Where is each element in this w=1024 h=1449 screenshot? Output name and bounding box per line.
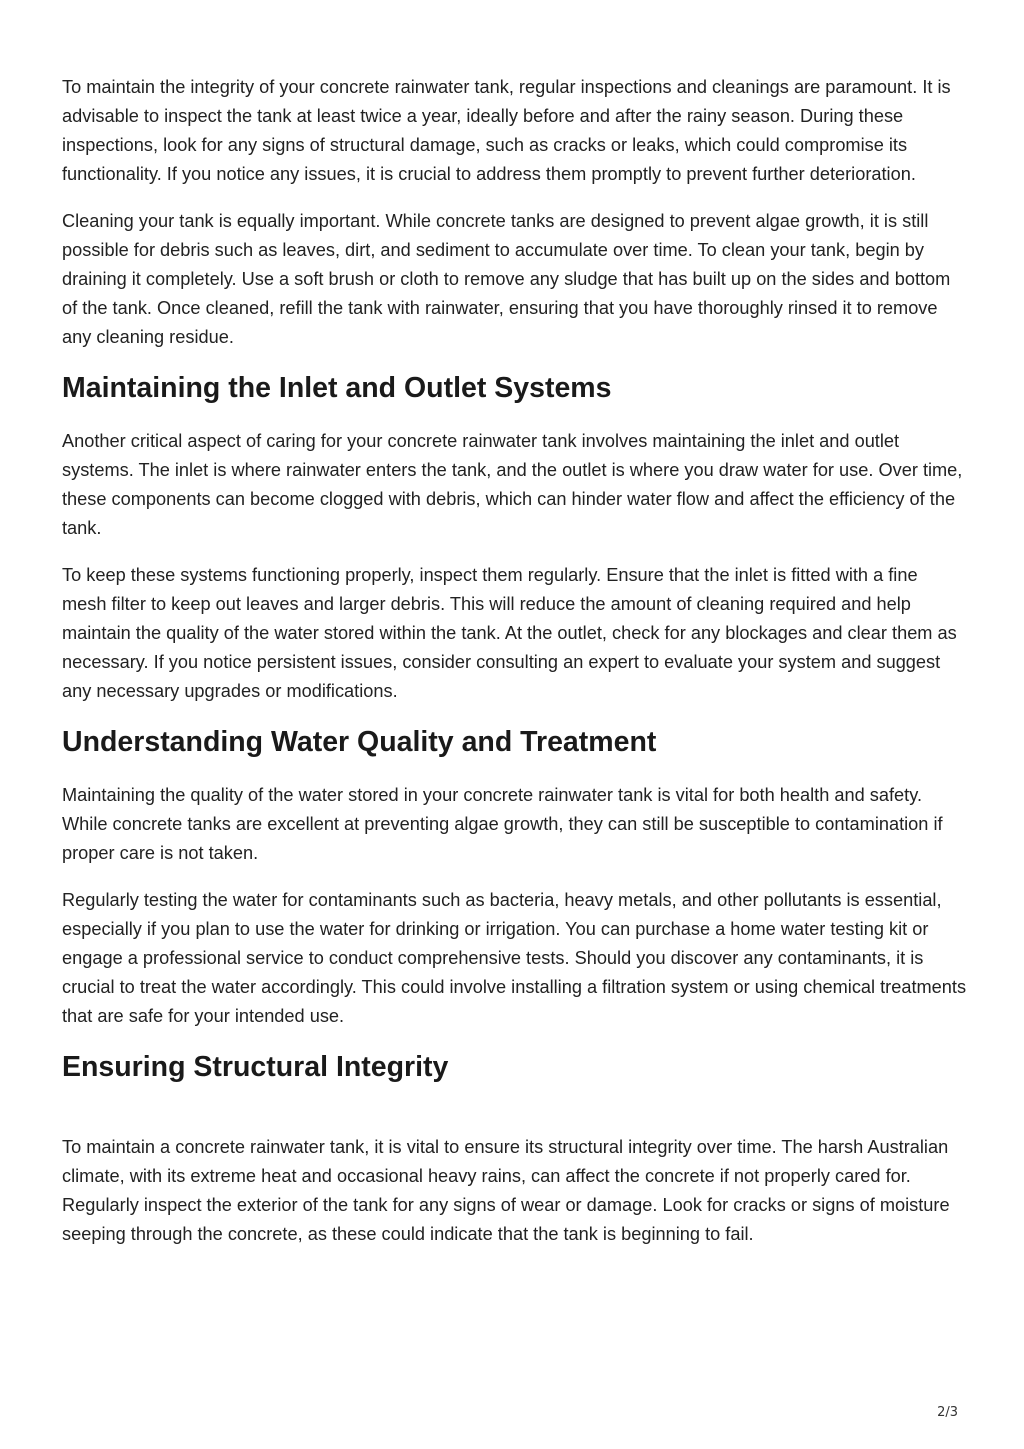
paragraph: Maintaining the quality of the water stored in your concrete rainwater tank is vital for both health and safety. While concrete tanks are excellent at preventing algae growth, they can still be susceptible to contamination if proper care is not taken. — [62, 785, 943, 863]
paragraph: To maintain the integrity of your concrete rainwater tank, regular inspections and cleanings are paramount. It is advisable to inspect the tank at least twice a year, ideally before and after the rainy season. During these inspections, look for any signs of structural damage, such as cracks or leaks, which could compromise its functionality. If you notice any issues, it is crucial to address them promptly to prevent further deterioration. — [62, 77, 951, 184]
section-heading: Maintaining the Inlet and Outlet Systems — [62, 372, 612, 404]
section-heading: Ensuring Structural Integrity — [62, 1051, 449, 1083]
document-body — [62, 73, 967, 1267]
paragraph: Cleaning your tank is equally important. While concrete tanks are designed to prevent algae growth, it is still possible for debris such as leaves, dirt, and sediment to accumulate over time. To clean your tank, begin by draining it completely. Use a soft brush or cloth to remove any sludge that has built up on the sides and bottom of the tank. Once cleaned, refill the tank with rainwater, ensuring that you have thoroughly rinsed it to remove any cleaning residue. — [62, 211, 951, 347]
paragraph: Another critical aspect of caring for your concrete rainwater tank involves maintaining the inlet and outlet systems. The inlet is where rainwater enters the tank, and the outlet is where you draw water for use. Over time, these components can become clogged with debris, which can hinder water flow and affect the efficiency of the tank. — [62, 431, 963, 538]
paragraph: Regularly testing the water for contaminants such as bacteria, heavy metals, and other pollutants is essential, especially if you plan to use the water for drinking or irrigation. You can purchase a home water testing kit or engage a professional service to conduct comprehensive tests. Should you discover any contaminants, it is crucial to treat the water accordingly. This could involve installing a filtration system or using chemical treatments that are safe for your intended use. — [62, 890, 967, 1026]
page-number: 2/3 — [937, 1405, 958, 1420]
paragraph: To keep these systems functioning properly, inspect them regularly. Ensure that the inlet is fitted with a fine mesh filter to keep out leaves and larger debris. This will reduce the amount of cleaning required and help maintain the quality of the water stored within the tank. At the outlet, check for any blockages and clear them as necessary. If you notice persistent issues, consider consulting an expert to evaluate your system and suggest any necessary upgrades or modifications. — [62, 565, 957, 701]
section-heading: Understanding Water Quality and Treatment — [62, 726, 657, 758]
paragraph: To maintain a concrete rainwater tank, it is vital to ensure its structural integrity over time. The harsh Australian climate, with its extreme heat and occasional heavy rains, can affect the concrete if not properly cared for. Regularly inspect the exterior of the tank for any signs of wear or damage. Look for cracks or signs of moisture seeping through the concrete, as these could indicate that the tank is beginning to fail. — [62, 1137, 950, 1244]
